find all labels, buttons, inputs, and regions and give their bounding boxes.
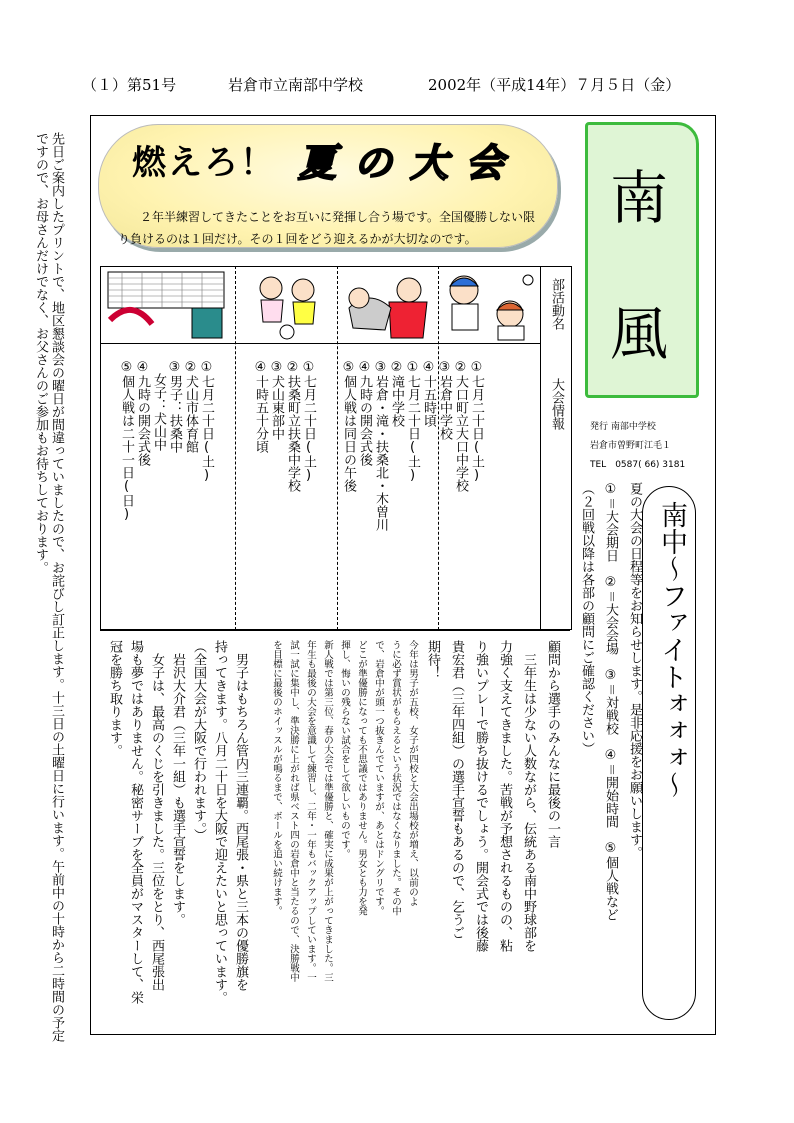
baseball-illustration	[440, 268, 538, 342]
masthead-char-1: 南	[610, 164, 669, 232]
tennis-article: 男子はもちろん管内三連覇。西尾張・県と三本の優勝旗を 持ってきます。八月二十日を大阪で迎えたいと思っています。 （全国大会が大阪で行われます。） 岩沢大介君（三年一組）も選手宣誓をします。 女子は、最高のくじを引きました。三位をとり、西尾張出 場も夢ではありません。秘密サーブを全員がマスターして、栄 冠を勝ち取ります。	[107, 640, 248, 1004]
correction-notice: 先日ご案内したプリントで、地区懇談会の曜日が間違っていましたので、お詫びし訂正します。十三日の土曜日に行います。午前中の十時から二時間の予定 ですので、お母さんだけでなく、お父さんのご参加もお待ちしております。	[33, 132, 64, 1042]
table-divider-2	[337, 266, 338, 630]
publisher-line-3: TEL 0587( 66) 3181	[590, 460, 686, 470]
section-divider	[100, 630, 570, 631]
banner-intro	[118, 206, 548, 250]
intro-line-2: り負けるのは１回だけ。その１回をどう迎えるかが大切なのです。	[118, 232, 477, 246]
label-info: 大会情報	[549, 378, 564, 430]
judo-illustration	[339, 268, 437, 342]
schedule-tennis: ①七月二十日(土) ②犬山市体育館 ③男子：扶桑中 女子：犬山中 ④九時の開会式後 ⑤個人戦は二十一日(日)	[119, 360, 214, 522]
masthead-char-2: 風	[610, 300, 669, 368]
notice-line-1: 夏の大会の日程等をお知らせします。是非応援をお願いします。	[627, 482, 642, 859]
table-divider-1	[235, 266, 236, 630]
soccer-article: 今年は男子が五校、女子が四校と大会出場校が増え、以前のよ うに必ず賞状がもらえるという状況ではなくなりました。その中 で、岩倉中が頭一つ抜きんでていますが、あとはドングリです。 どこが準優勝になっても不思議ではありません。男女とも力を発 揮し、悔いの残らない試合をして欲しいものです。 新人戦では第三位、春の大会では準優勝と、確実に成果が上がってきました。三 年生も最後の大会を意識して練習し、二年・一年もバックアップしています。一 試一試に集中し、準決勝に上がれば県ベスト四の岩倉中と当たるので、決勝戦中 を目標に最後のホイッスルが鳴るまで、ボールを追い続けます。	[271, 640, 418, 982]
label-club: 部活動名	[549, 278, 564, 330]
title-main: 燃えろ！	[132, 143, 276, 183]
school-name: 岩倉市立南部中学校	[228, 76, 364, 94]
intro-line-1: ２年半練習してきたことをお互いに発揮し合う場です。全国優勝しない限	[140, 210, 536, 224]
publisher-line-2: 岩倉市曽野町江毛１	[590, 441, 672, 451]
soccer-illustration	[237, 268, 335, 342]
cheer-text: 南中〜ファイトォォォ〜	[656, 501, 687, 798]
table-row-divider	[100, 343, 540, 344]
issue-date: 2002年（平成14年）７月５日（金）	[428, 76, 681, 94]
cheer-banner	[642, 486, 696, 1020]
baseball-article: 顧問から選手のみんなに最後の一言 三年生は少ない人数ながら、伝統ある南中野球部を 力強く支えてきました。苦戦が予想されるものの、粘 り強いプレーで勝ち抜けるでしょう。開会式では後藤 貴宏君（三年四組）の選手宣誓もあるので、乞うご 期待！	[425, 640, 560, 952]
schedule-judo: ①七月二十日(土) ②滝中学校 ③岩倉・滝・扶桑北・木曽川 ④九時の開会式後 ⑤個人戦は同日の午後	[341, 360, 420, 531]
issue-number: （１）第51号	[82, 76, 177, 94]
notice-line-3: （２回戦以降は各部の顧問にご確認ください）	[579, 482, 594, 755]
schedule-notice	[574, 482, 646, 921]
tennis-illustration	[102, 268, 232, 342]
schedule-baseball: ①七月二十日(土) ②大口町立大口中学校 ③岩倉中学校 ④十五時頃	[421, 360, 484, 492]
title-sub: 夏の大会	[298, 141, 523, 185]
notice-line-2: ①＝大会期日 ②＝大会会場 ③＝対戦校 ④＝開始時間 ⑤個人戦など	[603, 482, 618, 921]
masthead	[585, 122, 699, 398]
schedule-soccer: ①七月二十日(土) ②扶桑町立扶桑中学校 ③犬山東部中 ④十時五十分頃	[253, 360, 316, 492]
publisher-line-1: 発行 南部中学校	[590, 422, 656, 432]
table-divider-label	[540, 266, 541, 630]
publisher-info	[590, 418, 685, 475]
